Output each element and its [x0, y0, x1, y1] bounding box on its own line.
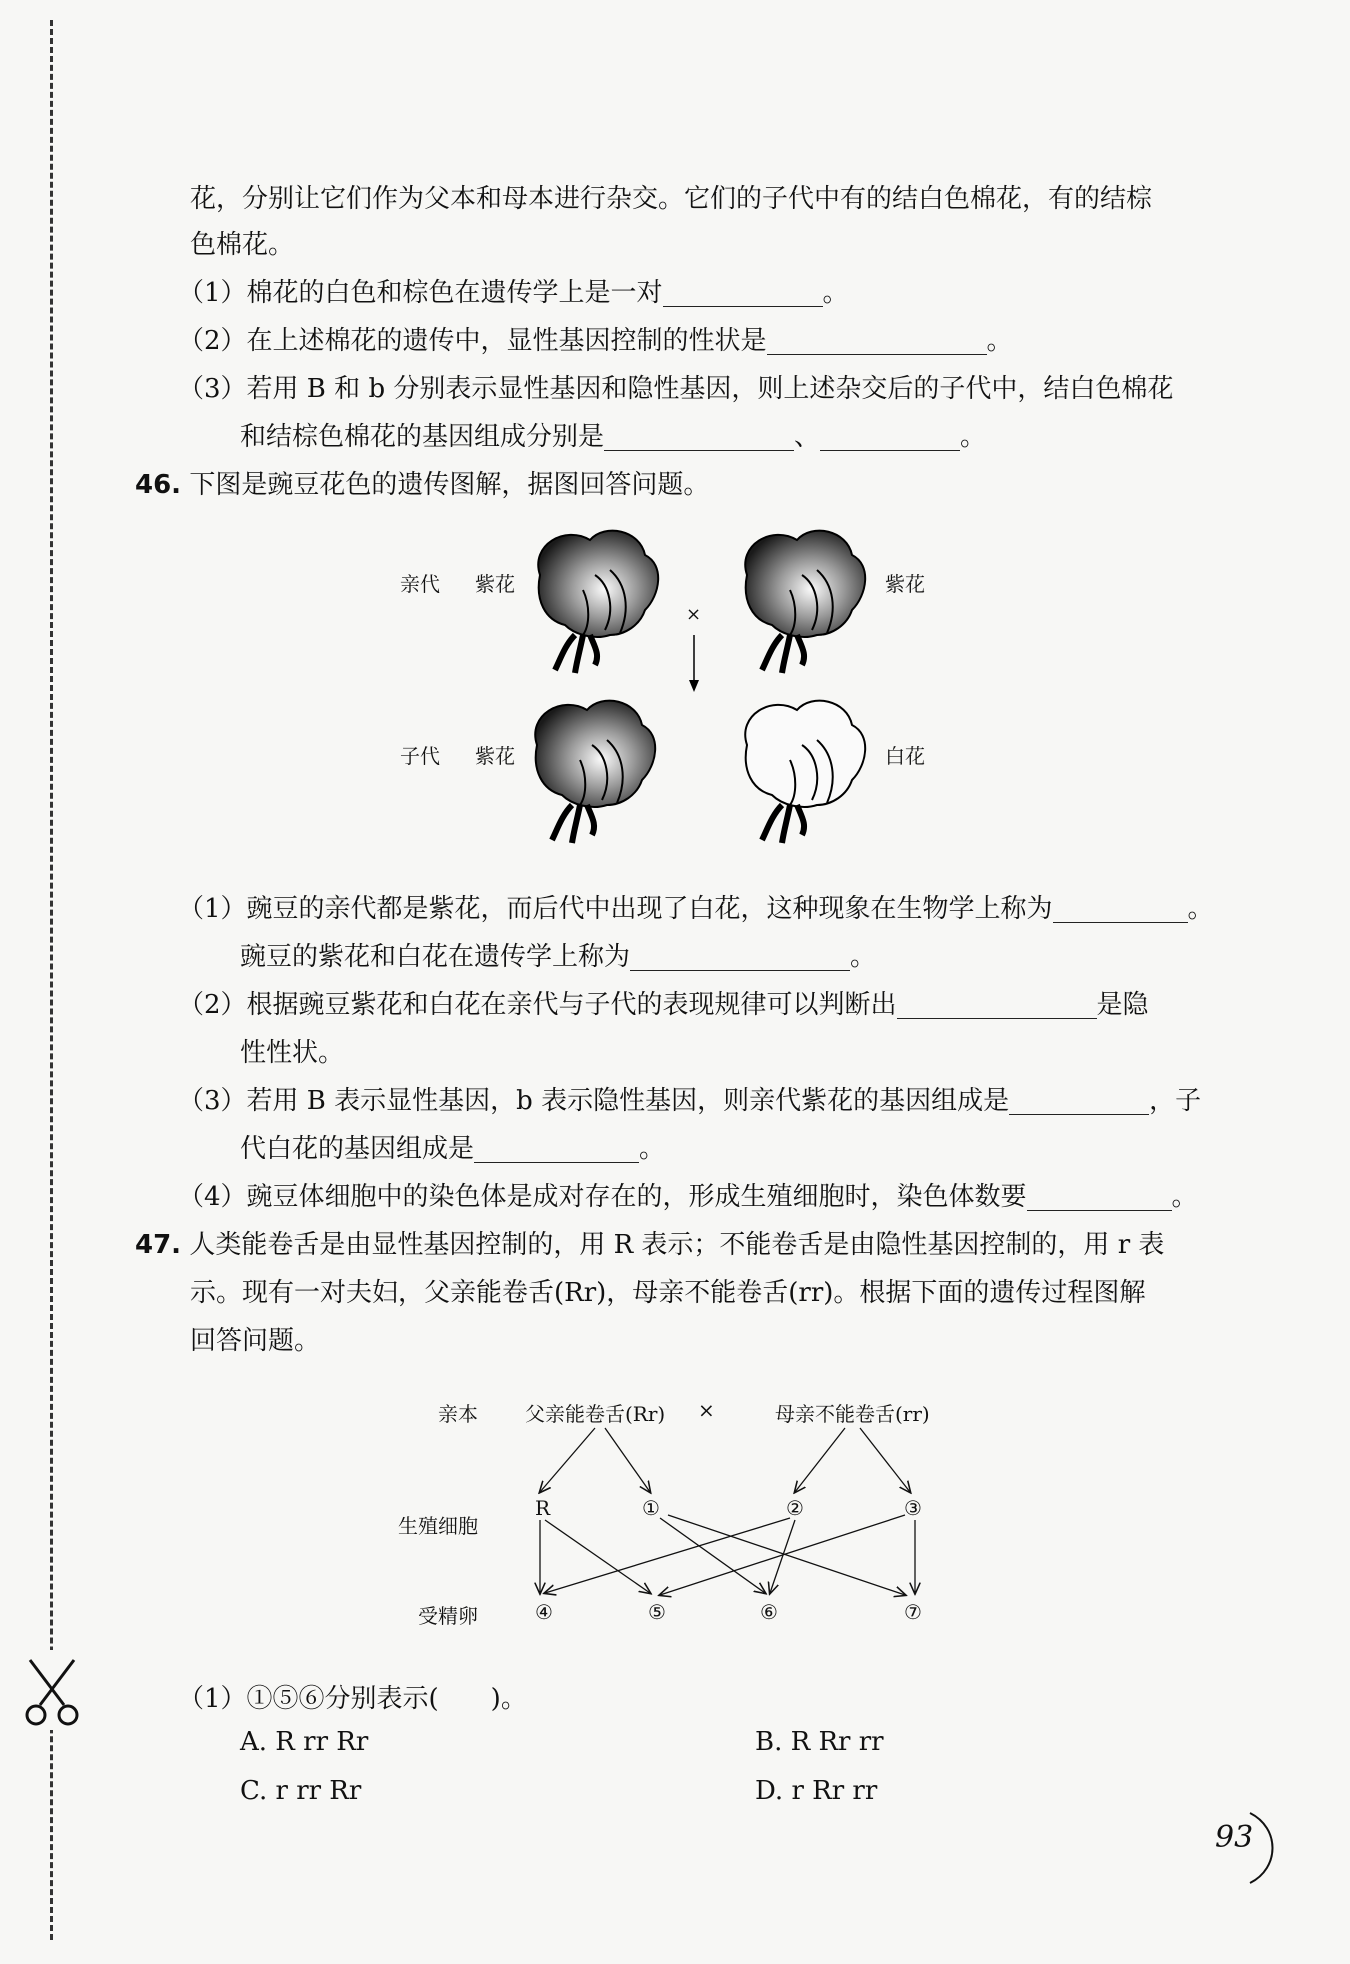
page-number-bracket [1245, 1808, 1285, 1888]
gametes-label: 生殖细胞 [398, 1514, 478, 1538]
arrow-down-icon [689, 635, 699, 692]
q45-sub3-line2: 和结棕色棉花的基因组成分别是 、 。 [240, 422, 987, 452]
q45-cont-line1: 花，分别让它们作为父本和母本进行杂交。它们的子代中有的结白色棉花，有的结棕 [190, 184, 1153, 214]
parents-label: 亲本 [438, 1402, 478, 1426]
answer-blank[interactable] [1053, 896, 1188, 923]
gamete-2: ② [786, 1496, 804, 1520]
answer-blank[interactable] [474, 1136, 639, 1163]
q46-sub1b: 豌豆的紫花和白花在遗传学上称为 。 [240, 942, 877, 972]
white-flower-label: 白花 [885, 744, 925, 768]
question-number: 46. [135, 470, 182, 500]
cross-symbol: × [686, 604, 702, 625]
question-number: 47. [135, 1230, 182, 1260]
q45-cont-line2: 色棉花。 [190, 230, 295, 260]
q46-stem: 46. 下图是豌豆花色的遗传图解，据图回答问题。 [135, 470, 710, 500]
q47-stem-line1: 47. 人类能卷舌是由显性基因控制的，用 R 表示；不能卷舌是由隐性基因控制的，用 r 表 [135, 1230, 1165, 1260]
option-c[interactable]: C. r rr Rr [240, 1776, 362, 1806]
zygote-4: ④ [535, 1600, 553, 1624]
cross-symbol: × [698, 1398, 715, 1422]
mother-label: 母亲不能卷舌(rr) [775, 1402, 930, 1426]
zygotes-label: 受精卵 [418, 1604, 478, 1628]
zygote-5: ⑤ [648, 1600, 666, 1624]
purple-flower-label: 紫花 [885, 572, 925, 596]
q45-sub3-line1: （3）若用 B 和 b 分别表示显性基因和隐性基因，则上述杂交后的子代中，结白色棉花 [178, 374, 1174, 404]
inheritance-diagram [0, 1380, 1350, 1640]
gamete-3: ③ [904, 1496, 922, 1520]
parent-gen-label: 亲代 [400, 572, 440, 596]
answer-blank[interactable] [1027, 1184, 1172, 1211]
purple-flower-icon [538, 531, 658, 673]
option-a[interactable]: A. R rr Rr [240, 1727, 369, 1757]
q47-stem-line2: 示。现有一对夫妇，父亲能卷舌(Rr)，母亲不能卷舌(rr)。根据下面的遗传过程图解 [190, 1278, 1146, 1308]
q45-sub1: （1）棉花的白色和棕色在遗传学上是一对 。 [178, 278, 849, 308]
answer-blank[interactable] [897, 992, 1097, 1019]
q46-sub3b: 代白花的基因组成是 。 [240, 1134, 666, 1164]
q45-sub2: （2）在上述棉花的遗传中，显性基因控制的性状是 。 [178, 326, 1013, 356]
answer-blank[interactable] [630, 944, 850, 971]
option-d[interactable]: D. r Rr rr [755, 1776, 878, 1806]
father-label: 父亲能卷舌(Rr) [525, 1402, 666, 1426]
purple-flower-icon [535, 701, 655, 843]
option-b[interactable]: B. R Rr rr [755, 1727, 884, 1757]
q46-sub1: （1）豌豆的亲代都是紫花，而后代中出现了白花，这种现象在生物学上称为 。 [178, 894, 1214, 924]
q46-sub4: （4）豌豆体细胞中的染色体是成对存在的，形成生殖细胞时，染色体数要 。 [178, 1182, 1198, 1212]
q47-stem-line3: 回答问题。 [190, 1326, 321, 1356]
purple-flower-icon [745, 531, 865, 673]
purple-flower-label: 紫花 [475, 744, 515, 768]
q46-sub2b: 性性状。 [240, 1038, 345, 1068]
purple-flower-label: 紫花 [475, 572, 515, 596]
scissors-icon [22, 1655, 82, 1735]
answer-blank[interactable] [1009, 1088, 1149, 1115]
offspring-gen-label: 子代 [400, 744, 440, 768]
white-flower-icon [745, 701, 865, 843]
pea-flower-figure [0, 0, 1350, 900]
gamete-1: ① [642, 1496, 660, 1520]
zygote-6: ⑥ [760, 1600, 778, 1624]
page-number: 93 [1215, 1820, 1254, 1855]
q47-sub1: （1）①⑤⑥分别表示( )。 [178, 1684, 527, 1714]
zygote-7: ⑦ [904, 1600, 922, 1624]
q46-sub2: （2）根据豌豆紫花和白花在亲代与子代的表现规律可以判断出 是隐 [178, 990, 1149, 1020]
gamete-R: R [535, 1496, 551, 1520]
q46-sub3: （3）若用 B 表示显性基因，b 表示隐性基因，则亲代紫花的基因组成是 ，子 [178, 1086, 1202, 1116]
